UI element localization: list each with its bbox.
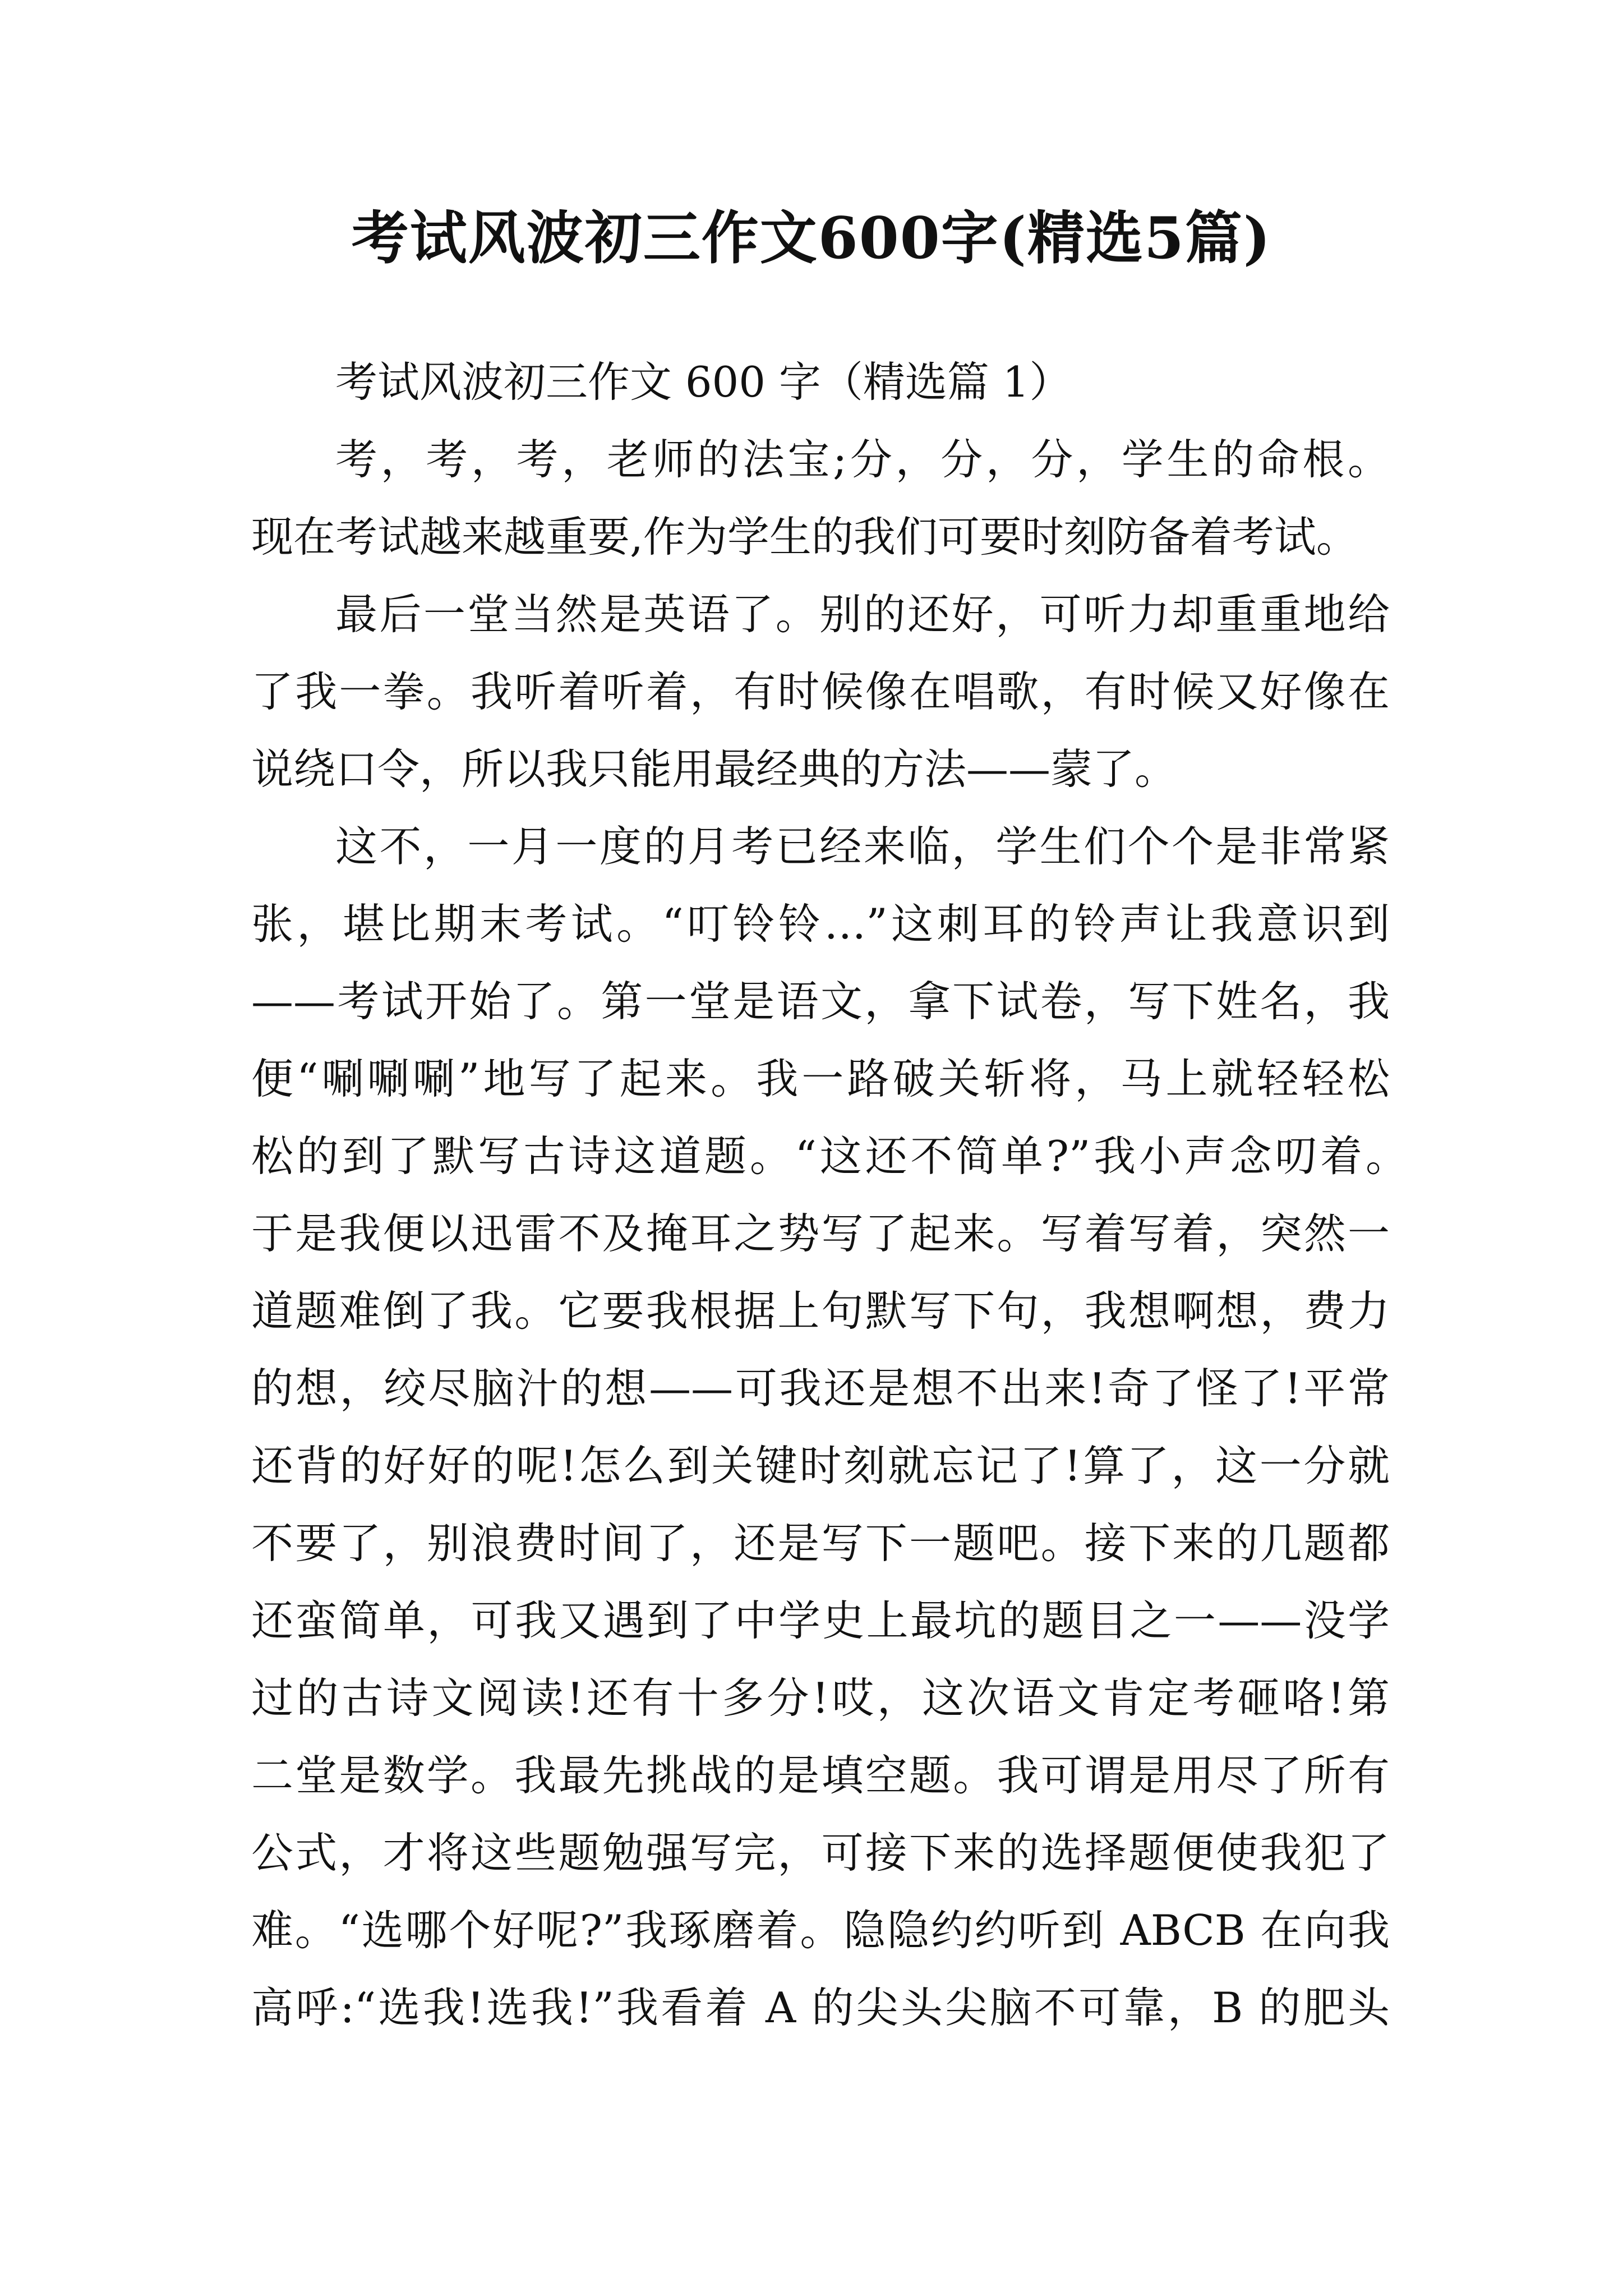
section-heading: 考试风波初三作文 600 字（精选篇 1） (335, 357, 1072, 407)
paragraph-line: 松的到了默写古诗这道题。“这还不简单?”我小声念叨着。 (251, 1131, 1408, 1181)
paragraph-line: 现在考试越来越重要,作为学生的我们可要时刻防备着考试。 (251, 512, 1358, 562)
paragraph-line: 最后一堂当然是英语了。别的还好，可听力却重重地给 (335, 590, 1390, 639)
paragraph-line: 便“唰唰唰”地写了起来。我一路破关斩将，马上就轻轻松 (251, 1054, 1390, 1103)
paragraph-line: 不要了，别浪费时间了，还是写下一题吧。接下来的几题都 (251, 1519, 1390, 1568)
paragraph-line: 的想，绞尽脑汁的想——可我还是想不出来!奇了怪了!平常 (251, 1364, 1390, 1413)
paragraph-line: 考，考，考，老师的法宝;分，分，分，学生的命根。 (335, 435, 1390, 484)
paragraph-line: 二堂是数学。我最先挑战的是填空题。我可谓是用尽了所有 (251, 1751, 1390, 1800)
paragraph-line: 还蛮简单，可我又遇到了中学史上最坑的题目之一——没学 (251, 1596, 1390, 1645)
document-title: 考试风波初三作文600字(精选5篇) (351, 205, 1272, 272)
paragraph-line: 公式，才将这些题勉强写完，可接下来的选择题便使我犯了 (251, 1828, 1390, 1878)
paragraph-line: 张，堪比期末考试。“叮铃铃…”这刺耳的铃声让我意识到 (251, 899, 1390, 949)
essay-body (251, 343, 1408, 2046)
paragraph-line: ——考试开始了。第一堂是语文，拿下试卷，写下姓名，我 (251, 977, 1390, 1026)
paragraph-line: 还背的好好的呢!怎么到关键时刻就忘记了!算了，这一分就 (251, 1441, 1390, 1490)
paragraph-line: 道题难倒了我。它要我根据上句默写下句，我想啊想，费力 (251, 1286, 1390, 1336)
paragraph-line: 难。“选哪个好呢?”我琢磨着。隐隐约约听到 ABCB 在向我 (251, 1906, 1390, 1955)
paragraph-line: 于是我便以迅雷不及掩耳之势写了起来。写着写着，突然一 (251, 1209, 1390, 1258)
paragraph-line: 说绕口令，所以我只能用最经典的方法——蒙了。 (251, 744, 1177, 794)
paragraph-line: 了我一拳。我听着听着，有时候像在唱歌，有时候又好像在 (251, 667, 1390, 716)
paragraph-line: 过的古诗文阅读!还有十多分!哎，这次语文肯定考砸咯!第 (251, 1673, 1390, 1723)
paragraph-line: 高呼:“选我!选我!”我看着 A 的尖头尖脑不可靠，B 的肥头 (251, 1983, 1390, 2032)
paragraph-line: 这不，一月一度的月考已经来临，学生们个个是非常紧 (335, 822, 1390, 871)
